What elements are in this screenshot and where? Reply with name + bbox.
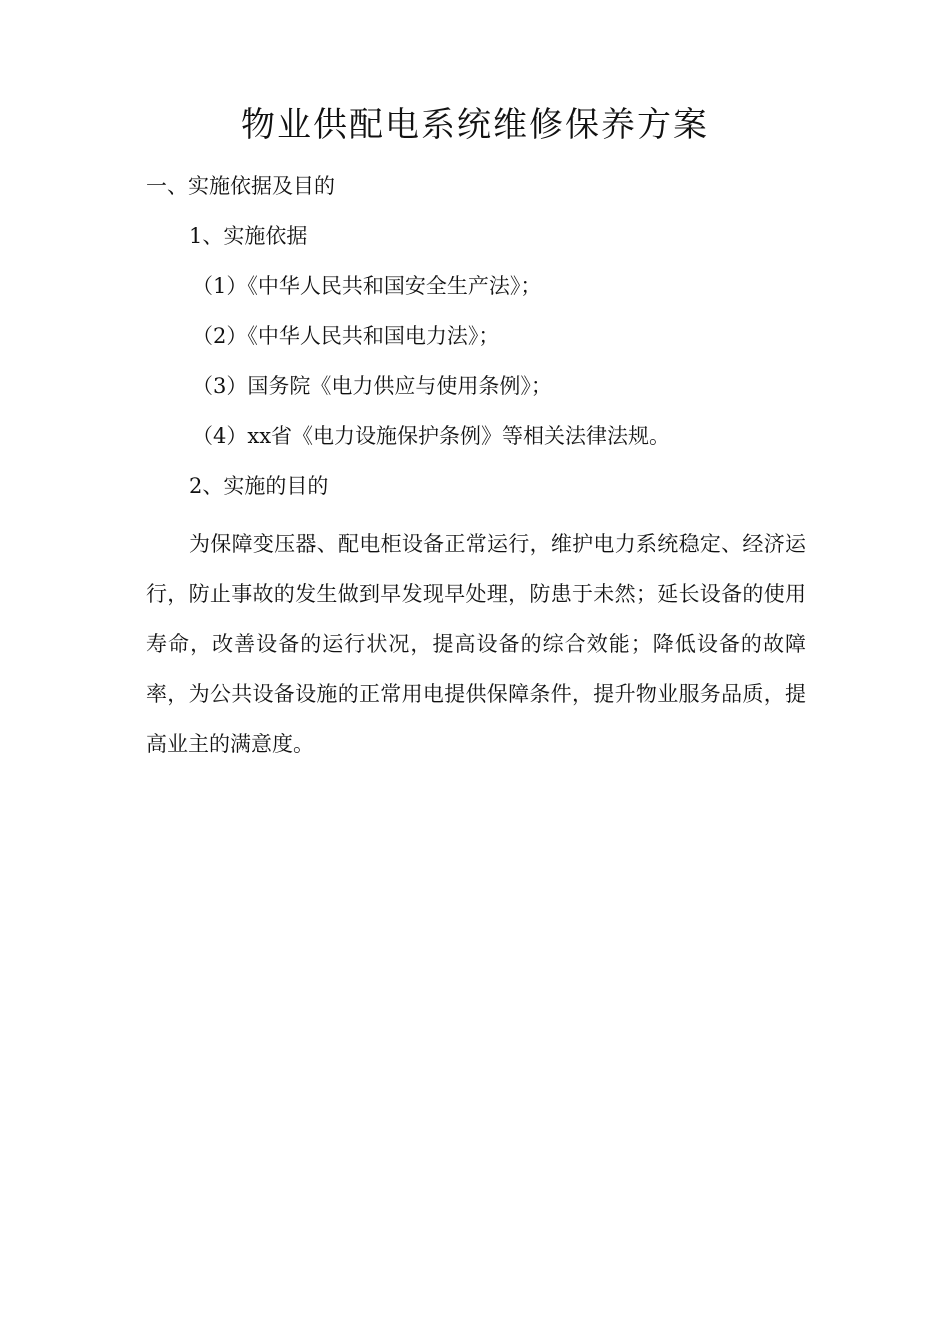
purpose-paragraph: 为保障变压器、配电柜设备正常运行，维护电力系统稳定、经济运行，防止事故的发生做到早发现早处理，防患于未然；延长设备的使用寿命，改善设备的运行状况，提高设备的综合效能；降低设备的故障率，为公共设备设施的正常用电提供保障条件，提升物业服务品质，提高业主的满意度。 — [146, 532, 806, 756]
subsection-heading-basis: 1、实施依据 — [189, 224, 308, 248]
law-item: （2）《中华人民共和国电力法》； — [192, 324, 500, 348]
section-heading: 一、实施依据及目的 — [146, 174, 335, 198]
law-item: （3）国务院《电力供应与使用条例》； — [192, 374, 552, 398]
document-title: 物业供配电系统维修保养方案 — [241, 105, 709, 145]
subsection-heading-purpose: 2、实施的目的 — [189, 474, 329, 498]
law-item: （1）《中华人民共和国安全生产法》； — [192, 274, 542, 298]
law-item: （4）xx省《电力设施保护条例》等相关法律法规。 — [192, 424, 671, 448]
